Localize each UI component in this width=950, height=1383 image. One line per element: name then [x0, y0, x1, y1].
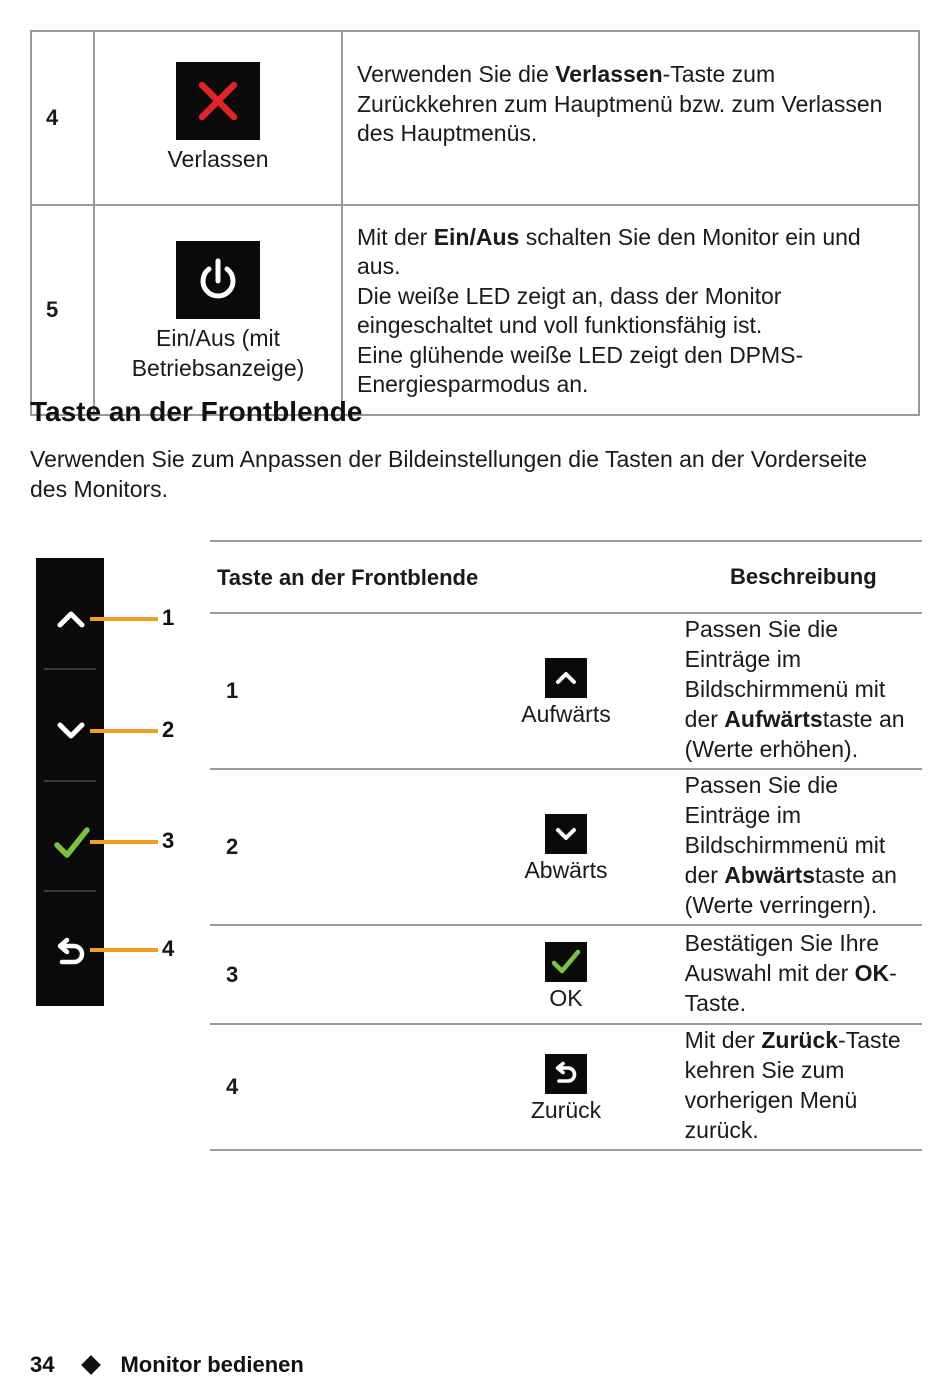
chevron-up-icon — [54, 602, 88, 636]
row-number: 1 — [210, 613, 447, 769]
button-label: Zurück — [530, 1097, 602, 1123]
button-description: Bestätigen Sie Ihre Auswahl mit der OK-Taste. — [685, 925, 922, 1024]
close-x-icon — [176, 62, 260, 140]
back-arrow-icon — [545, 1054, 587, 1094]
pointer-line — [90, 617, 158, 621]
table-row — [210, 769, 922, 925]
pointer-line — [90, 729, 158, 733]
bold-term: Abwärts — [724, 862, 816, 888]
button-illustration — [94, 205, 342, 415]
button-description: Passen Sie die Einträge im Bildschirmmenü mit der Abwärtstaste an (Werte verringern). — [685, 769, 922, 925]
table-row — [210, 1024, 922, 1150]
row-number: 4 — [210, 1024, 447, 1150]
pointer-line — [90, 948, 158, 952]
table-row — [31, 205, 919, 415]
power-icon — [176, 241, 260, 319]
section-intro: Verwenden Sie zum Anpassen der Bildeinstellungen die Tasten an der Vorderseite des Monitors. — [30, 446, 868, 502]
button-illustration — [447, 925, 684, 1024]
table-row — [210, 613, 922, 769]
button-label: Abwärts — [524, 857, 608, 883]
row-number: 3 — [210, 925, 447, 1024]
pointer-label: 2 — [162, 717, 175, 742]
checkmark-icon — [545, 942, 587, 982]
row-number: 5 — [31, 205, 94, 415]
button-description: Passen Sie die Einträge im Bildschirmmenü mit der Aufwärtstaste an (Werte erhöhen). — [685, 613, 922, 769]
divider — [44, 668, 96, 670]
checkmark-icon — [54, 826, 88, 860]
button-label: Aufwärts — [521, 701, 611, 727]
page-footer — [30, 1352, 304, 1378]
chevron-up-icon — [545, 658, 587, 698]
table-header-row — [210, 541, 922, 613]
pointer-line — [90, 840, 158, 844]
button-description: Mit der Zurück-Taste kehren Sie zum vorherigen Menü zurück. — [685, 1024, 922, 1150]
row-number: 2 — [210, 769, 447, 925]
bold-term: OK — [854, 959, 890, 986]
button-description: Mit der Ein/Aus schalten Sie den Monitor ein und aus. Die weiße LED zeigt an, dass der Monitor eingeschaltet und voll funktionsfähig ist. Eine glühende weiße LED zeigt den DPMS-Energiesparmodus an. — [342, 205, 919, 415]
divider — [44, 780, 96, 782]
column-header-button: Taste an der Frontblende — [210, 541, 685, 613]
button-illustration — [447, 613, 684, 769]
button-illustration — [447, 769, 684, 925]
button-illustration — [94, 31, 342, 205]
pointer-label: 4 — [162, 936, 175, 961]
divider — [44, 890, 96, 892]
back-arrow-icon — [54, 936, 88, 970]
button-strip — [36, 558, 104, 1006]
button-description: Verwenden Sie die Verlassen-Taste zum Zurückkehren zum Hauptmenü bzw. zum Verlassen des Hauptmenüs. — [342, 31, 919, 205]
chapter-title: Monitor bedienen — [120, 1352, 304, 1377]
row-number: 4 — [31, 31, 94, 205]
pointer-label: 1 — [162, 605, 175, 630]
section-title: Taste an der Frontblende — [30, 396, 363, 427]
diamond-icon — [82, 1355, 102, 1375]
column-header-description: Beschreibung — [685, 541, 922, 613]
button-illustration — [447, 1024, 684, 1150]
table-row — [210, 925, 922, 1024]
front-bezel-buttons-table — [210, 540, 922, 1151]
bold-term: Verlassen — [555, 61, 663, 87]
pointer-label: 3 — [162, 828, 175, 853]
chevron-down-icon — [545, 814, 587, 854]
chevron-down-icon — [54, 714, 88, 748]
table-row — [31, 31, 919, 205]
bold-term: Ein/Aus — [433, 223, 520, 250]
page-number: 34 — [30, 1352, 55, 1377]
bold-term: Zurück — [761, 1027, 839, 1053]
button-label: Verlassen — [167, 146, 269, 172]
button-label: OK — [549, 984, 583, 1011]
bold-term: Aufwärts — [724, 706, 823, 732]
buttons-table-continued — [30, 30, 920, 416]
button-label: Ein/Aus (mit Betriebsanzeige) — [131, 325, 305, 381]
